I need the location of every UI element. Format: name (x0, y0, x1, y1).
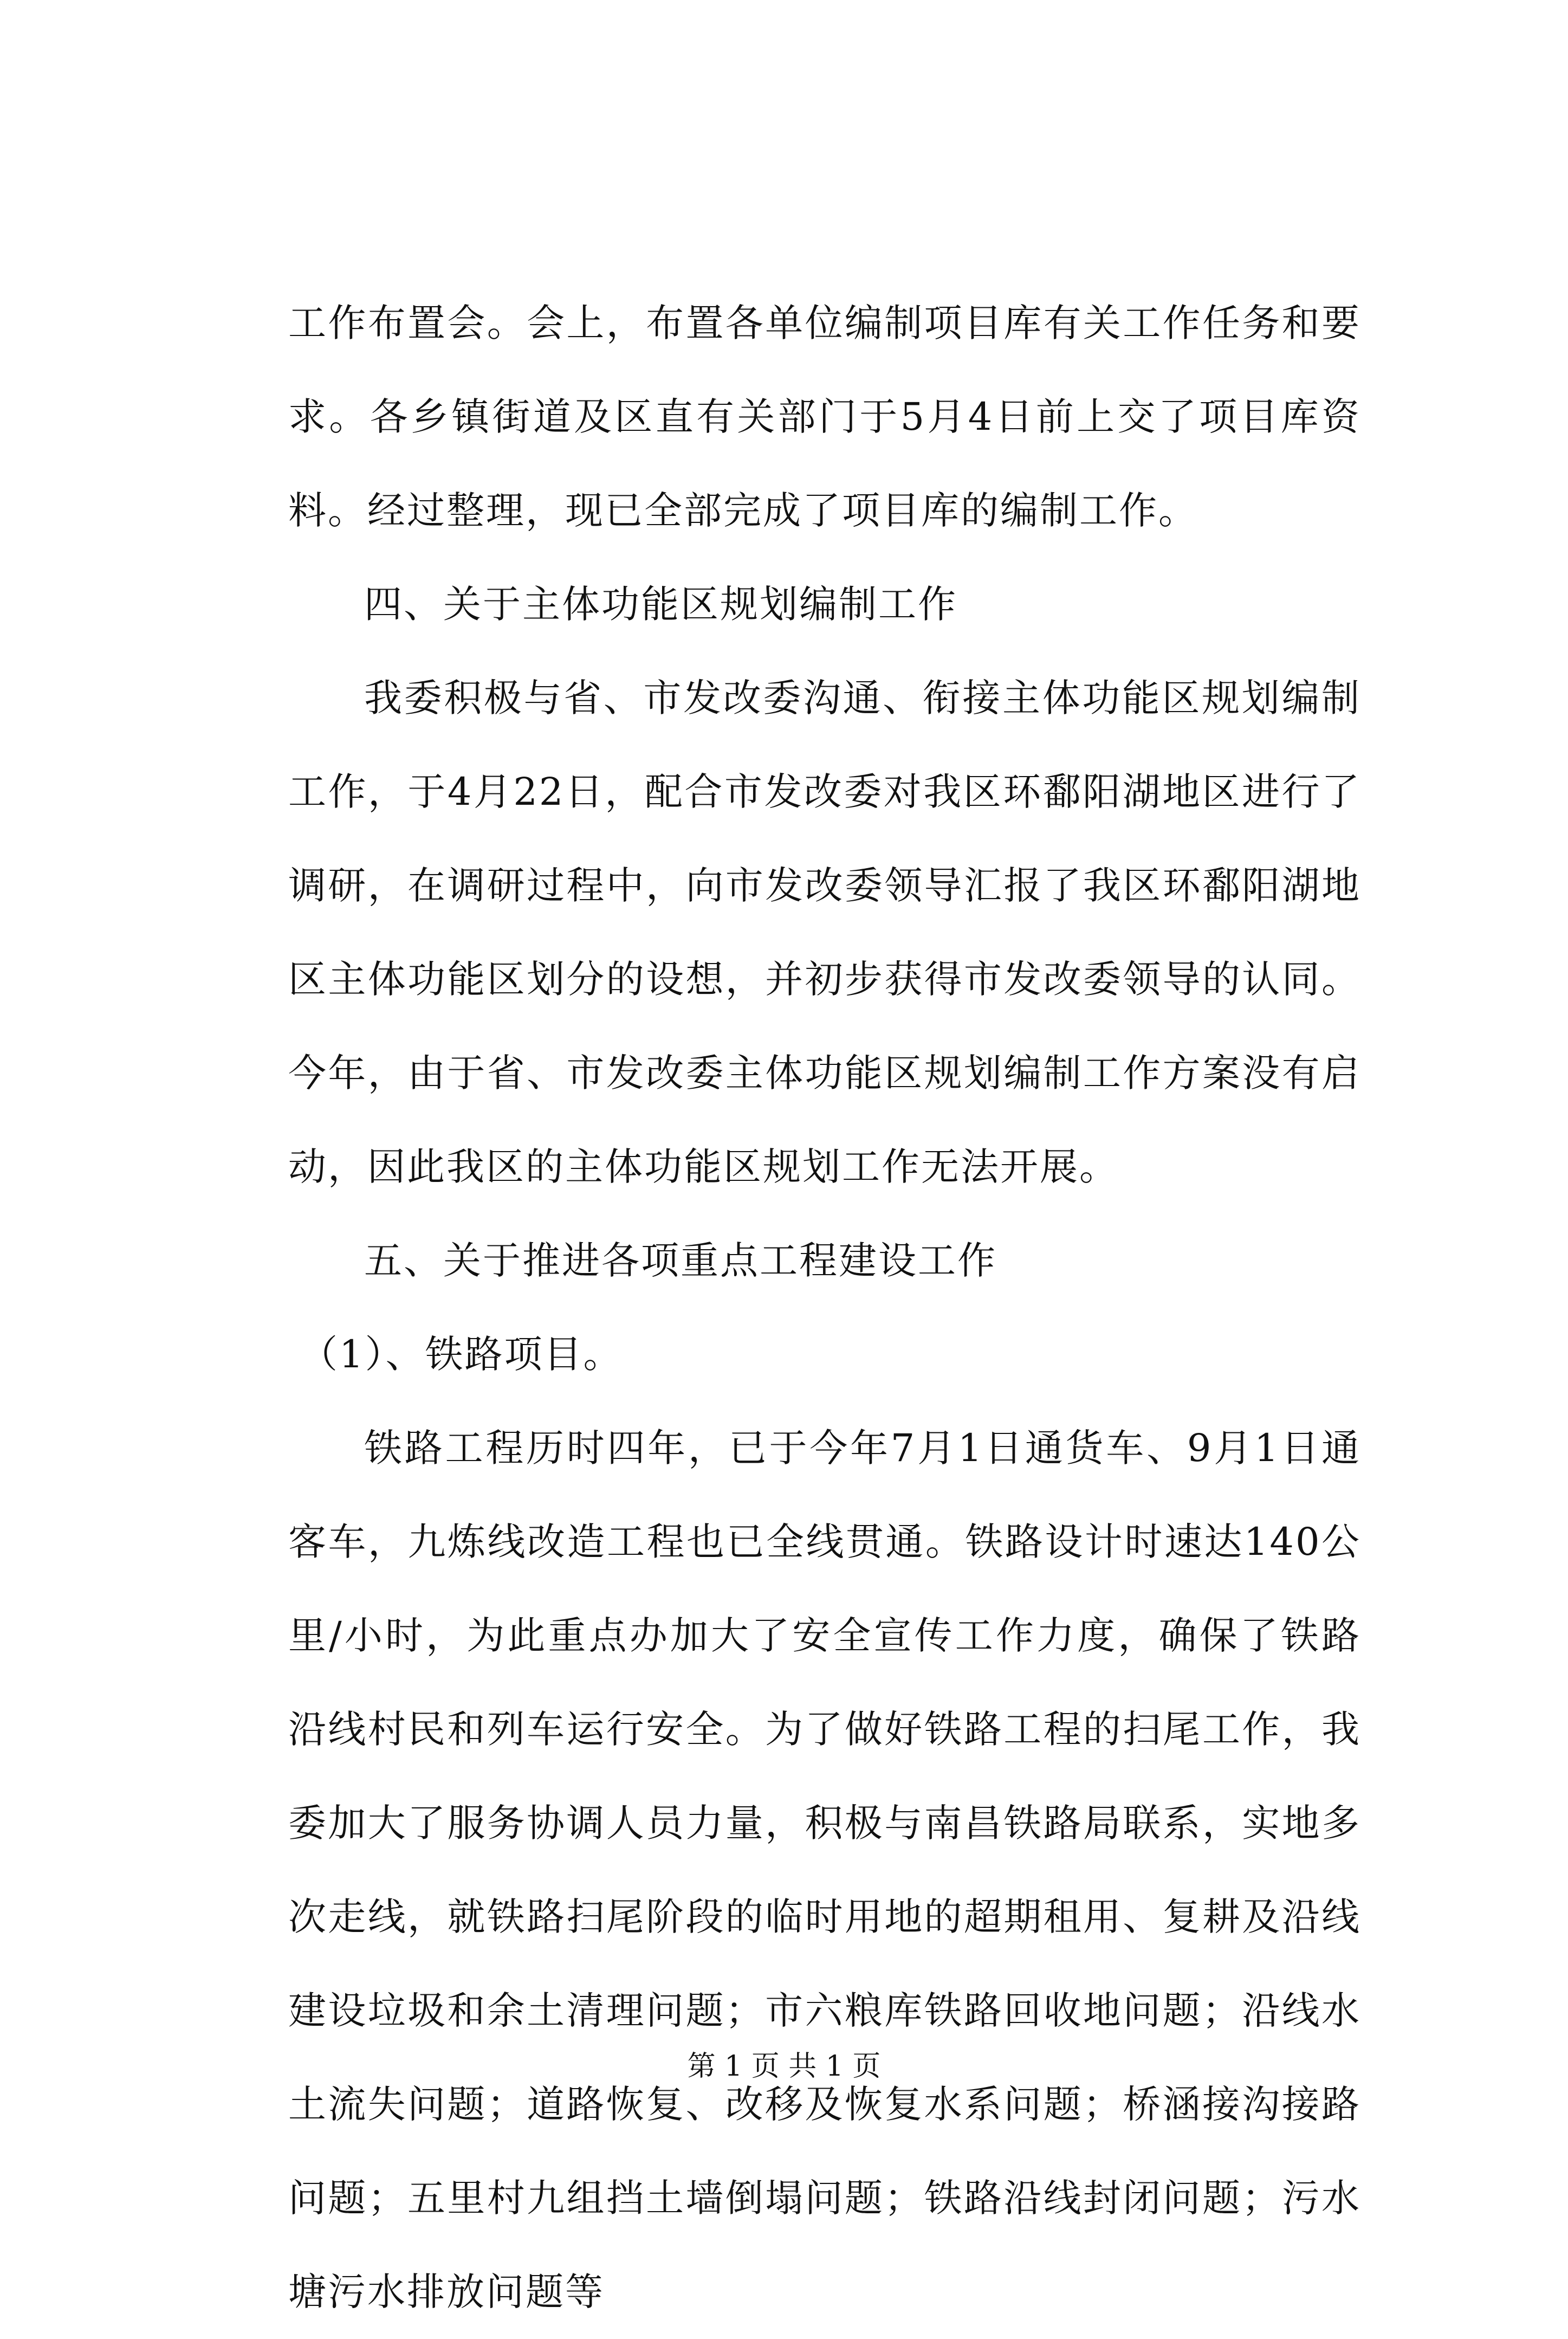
paragraph-main-function-zone: 我委积极与省、市发改委沟通、衔接主体功能区规划编制工作，于4月22日，配合市发改委对我区环鄱阳湖地区进行了调研，在调研过程中，向市发改委领导汇报了我区环鄱阳湖地区主体功能区划分的设想，并初步获得市发改委领导的认同。今年，由于省、市发改委主体功能区规划编制工作方案没有启动，因此我区的主体功能区规划工作无法开展。 (288, 676, 1361, 1189)
document-body (288, 276, 1361, 2339)
paragraph-railway: 铁路工程历时四年，已于今年7月1日通货车、9月1日通客车，九炼线改造工程也已全线贯通。铁路设计时速达140公里/小时，为此重点办加大了安全宣传工作力度，确保了铁路沿线村民和列车运行安全。为了做好铁路工程的扫尾工作，我委加大了服务协调人员力量，积极与南昌铁路局联系，实地多次走线，就铁路扫尾阶段的临时用地的超期租用、复耕及沿线建设垃圾和余土清理问题；市六粮库铁路回收地问题；沿线水土流失问题；道路恢复、改移及恢复水系问题；桥涵接沟接路问题；五里村九组挡土墙倒塌问题；铁路沿线封闭问题；污水塘污水排放问题等 (288, 1426, 1361, 2314)
page-footer: 第 1 页 共 1 页 (687, 2050, 881, 2083)
paragraph-continuation: 工作布置会。会上，布置各单位编制项目库有关工作任务和要求。各乡镇街道及区直有关部门于5月4日前上交了项目库资料。经过整理，现已全部完成了项目库的编制工作。 (288, 301, 1361, 533)
subsection-heading-railway: （1）、铁路项目。 (300, 1332, 623, 1377)
section-heading-5: 五、关于推进各项重点工程建设工作 (364, 1238, 997, 1283)
section-heading-4: 四、关于主体功能区规划编制工作 (364, 582, 957, 626)
